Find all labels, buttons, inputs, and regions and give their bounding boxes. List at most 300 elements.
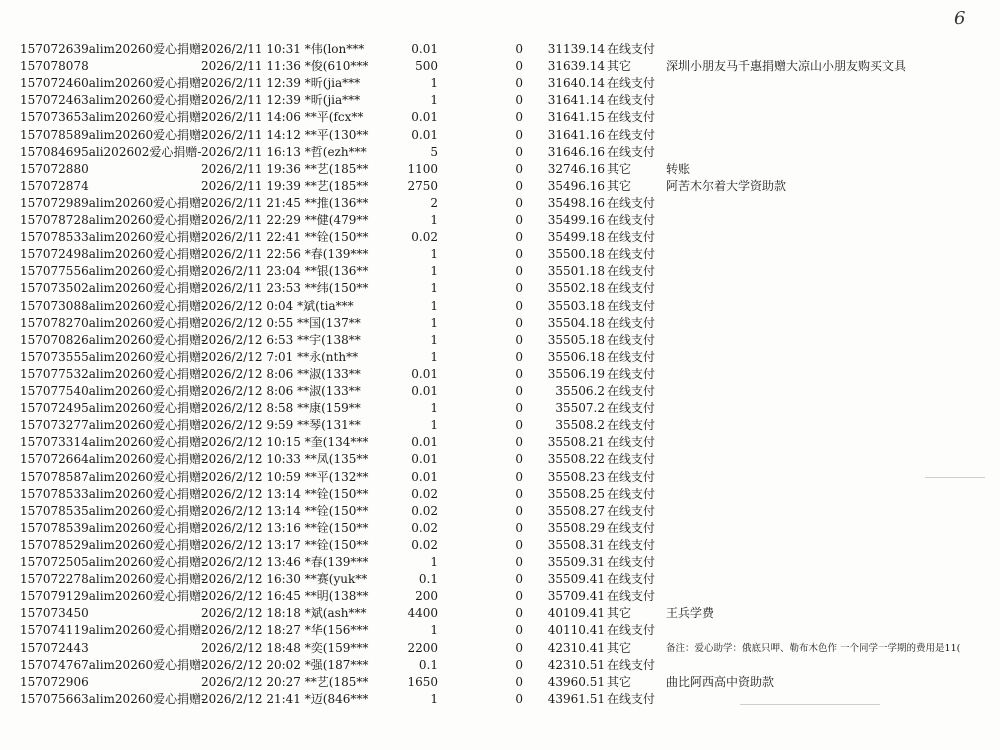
table-row xyxy=(0,691,1000,708)
balance: 35508.23 xyxy=(547,469,605,484)
amount: 1 xyxy=(430,349,438,364)
transaction-id: 157072443 xyxy=(20,640,89,655)
fee: 0 xyxy=(515,418,523,433)
transaction-time xyxy=(201,195,368,212)
donor-name: *奎(134*** xyxy=(304,435,369,450)
balance: 35506.2 xyxy=(555,384,605,398)
balance: 35507.2 xyxy=(555,401,605,416)
table-row xyxy=(0,486,1000,503)
donor-name: **健(479** xyxy=(304,213,369,227)
amount: 0.01 xyxy=(411,469,438,484)
payment-type: 其它 xyxy=(607,161,632,176)
balance: 35508.29 xyxy=(547,520,605,535)
transaction-time xyxy=(201,503,368,520)
table-row xyxy=(0,554,1000,571)
amount: 1 xyxy=(430,93,438,108)
payment-type: 在线支付 xyxy=(607,452,656,467)
amount: 1 xyxy=(430,315,438,330)
table-row xyxy=(0,280,1000,297)
timestamp: 2026/2/12 13:46 xyxy=(201,555,301,569)
donor-name: **平(132** xyxy=(304,469,369,484)
balance: 35508.22 xyxy=(547,452,605,467)
timestamp: 2026/2/12 16:30 xyxy=(201,572,301,587)
amount: 0.01 xyxy=(411,42,438,56)
balance: 35502.18 xyxy=(547,281,605,296)
payment-type: 在线支付 xyxy=(607,230,656,245)
transaction-time xyxy=(201,161,368,178)
timestamp: 2026/2/11 14:12 xyxy=(201,127,301,142)
amount: 1 xyxy=(430,247,438,262)
transaction-id: 157078533alim20260爱心捐赠- xyxy=(20,230,206,245)
payment-type: 其它 xyxy=(607,674,632,689)
scan-artifact-line xyxy=(925,477,985,478)
balance: 35508.25 xyxy=(547,486,605,501)
table-row xyxy=(0,400,1000,417)
amount: 0.01 xyxy=(411,384,438,398)
transaction-time xyxy=(201,280,368,297)
timestamp: 2026/2/11 22:29 xyxy=(201,213,301,227)
donor-name: **铨(150** xyxy=(304,230,369,245)
timestamp: 2026/2/12 7:01 xyxy=(201,349,294,364)
transaction-id: 157078078 xyxy=(20,59,89,74)
balance: 43960.51 xyxy=(547,674,605,689)
fee: 0 xyxy=(515,657,523,672)
transaction-id: 157072906 xyxy=(20,674,89,689)
transaction-id: 157079129alim20260爱心捐赠- xyxy=(20,589,206,604)
table-row xyxy=(0,588,1000,605)
timestamp: 2026/2/12 8:06 xyxy=(201,384,294,398)
transaction-time xyxy=(201,417,361,434)
payment-type: 在线支付 xyxy=(607,195,656,210)
balance: 35506.18 xyxy=(547,349,605,364)
amount: 1 xyxy=(430,691,438,706)
transaction-time xyxy=(201,605,367,622)
payment-type: 在线支付 xyxy=(607,349,656,364)
fee: 0 xyxy=(515,691,523,706)
table-row xyxy=(0,417,1000,434)
fee: 0 xyxy=(515,469,523,484)
transaction-id: 157078535alim20260爱心捐赠- xyxy=(20,503,206,518)
transaction-time xyxy=(201,178,368,195)
transaction-id: 157072278alim20260爱心捐赠- xyxy=(20,572,206,587)
balance: 35500.18 xyxy=(547,247,605,262)
timestamp: 2026/2/12 18:18 xyxy=(201,606,301,621)
transaction-time xyxy=(201,349,358,366)
transaction-id: 157078587alim20260爱心捐赠- xyxy=(20,469,206,484)
payment-type: 在线支付 xyxy=(607,537,656,552)
payment-type: 在线支付 xyxy=(607,623,656,638)
transaction-time xyxy=(201,486,368,503)
donor-name: **康(159** xyxy=(297,401,361,416)
timestamp: 2026/2/11 19:36 xyxy=(201,161,301,176)
transaction-time xyxy=(201,144,367,161)
donor-name: *哲(ezh*** xyxy=(304,144,367,159)
note: 转账 xyxy=(666,161,691,176)
transaction-id: 157074767alim20260爱心捐赠- xyxy=(20,657,206,672)
table-row xyxy=(0,383,1000,400)
donor-name: **艺(185** xyxy=(304,178,369,193)
timestamp: 2026/2/12 21:41 xyxy=(201,691,301,706)
fee: 0 xyxy=(515,298,523,313)
amount: 4400 xyxy=(407,606,438,621)
payment-type: 在线支付 xyxy=(607,76,656,91)
amount: 2200 xyxy=(407,640,438,655)
table-row xyxy=(0,195,1000,212)
transaction-id: 157072989alim20260爱心捐赠- xyxy=(20,195,206,210)
timestamp: 2026/2/12 8:06 xyxy=(201,366,294,381)
payment-type: 在线支付 xyxy=(607,298,656,313)
table-row xyxy=(0,503,1000,520)
fee: 0 xyxy=(515,144,523,159)
table-row xyxy=(0,263,1000,280)
donor-name: *奕(159*** xyxy=(304,640,369,655)
timestamp: 2026/2/11 23:04 xyxy=(201,264,301,279)
transaction-time xyxy=(201,588,368,605)
table-row xyxy=(0,75,1000,92)
payment-type: 在线支付 xyxy=(607,93,656,108)
balance: 31139.14 xyxy=(547,42,605,56)
transaction-time xyxy=(201,383,361,400)
amount: 5 xyxy=(430,144,438,159)
table-row xyxy=(0,127,1000,144)
balance: 35499.18 xyxy=(547,230,605,245)
balance: 42310.41 xyxy=(547,640,605,655)
transaction-time xyxy=(201,451,368,468)
transaction-time xyxy=(201,58,368,75)
transaction-id: 157078529alim20260爱心捐赠- xyxy=(20,537,206,552)
donor-name: *春(139*** xyxy=(304,555,369,569)
payment-type: 在线支付 xyxy=(607,589,656,604)
payment-type: 在线支付 xyxy=(607,486,656,501)
table-row xyxy=(0,58,1000,75)
transaction-id: 157072505alim20260爱心捐赠- xyxy=(20,555,206,569)
fee: 0 xyxy=(515,384,523,398)
payment-type: 在线支付 xyxy=(607,281,656,296)
transaction-time xyxy=(201,246,368,263)
timestamp: 2026/2/12 20:02 xyxy=(201,657,301,672)
transaction-id: 157072664alim20260爱心捐赠- xyxy=(20,452,206,467)
table-row xyxy=(0,520,1000,537)
amount: 0.01 xyxy=(411,127,438,142)
transaction-id: 157073277alim20260爱心捐赠- xyxy=(20,418,206,433)
balance: 35505.18 xyxy=(547,332,605,347)
transaction-time xyxy=(201,537,368,554)
balance: 40109.41 xyxy=(547,606,605,621)
donor-name: *昕(jia*** xyxy=(304,93,361,108)
donor-name: **铨(150** xyxy=(304,486,369,501)
donor-name: **铨(150** xyxy=(304,537,369,552)
balance: 31641.16 xyxy=(547,127,605,142)
timestamp: 2026/2/12 16:45 xyxy=(201,589,301,604)
transaction-time xyxy=(201,263,368,280)
donor-name: **铨(150** xyxy=(304,520,369,535)
amount: 1 xyxy=(430,418,438,433)
fee: 0 xyxy=(515,555,523,569)
table-row xyxy=(0,571,1000,588)
fee: 0 xyxy=(515,520,523,535)
note: 王兵学费 xyxy=(666,606,715,621)
fee: 0 xyxy=(515,452,523,467)
fee: 0 xyxy=(515,486,523,501)
amount: 0.02 xyxy=(411,520,438,535)
table-row xyxy=(0,212,1000,229)
payment-type: 在线支付 xyxy=(607,520,656,535)
transaction-time xyxy=(201,691,368,708)
fee: 0 xyxy=(515,161,523,176)
donor-name: **淑(133** xyxy=(297,366,361,381)
amount: 1 xyxy=(430,264,438,279)
payment-type: 其它 xyxy=(607,178,632,193)
table-row xyxy=(0,622,1000,639)
transaction-time xyxy=(201,75,360,92)
table-row xyxy=(0,246,1000,263)
timestamp: 2026/2/11 19:39 xyxy=(201,178,301,193)
timestamp: 2026/2/11 22:41 xyxy=(201,230,301,245)
donor-name: *春(139*** xyxy=(304,247,369,262)
amount: 0.02 xyxy=(411,230,438,245)
amount: 0.02 xyxy=(411,503,438,518)
transaction-time xyxy=(201,657,368,674)
transaction-id: 157074119alim20260爱心捐赠- xyxy=(20,623,206,638)
fee: 0 xyxy=(515,332,523,347)
payment-type: 在线支付 xyxy=(607,42,656,56)
payment-type: 在线支付 xyxy=(607,366,656,381)
table-row xyxy=(0,332,1000,349)
amount: 0.01 xyxy=(411,435,438,450)
note: 阿苦木尔着大学资助款 xyxy=(666,178,787,193)
transaction-time xyxy=(201,622,368,639)
transaction-time xyxy=(201,571,367,588)
transaction-id: 157078539alim20260爱心捐赠- xyxy=(20,520,206,535)
fee: 0 xyxy=(515,76,523,91)
donor-name: **淑(133** xyxy=(297,384,361,398)
payment-type: 在线支付 xyxy=(607,555,656,569)
transaction-time xyxy=(201,469,368,486)
timestamp: 2026/2/12 13:17 xyxy=(201,537,301,552)
payment-type: 其它 xyxy=(607,59,632,74)
balance: 35508.2 xyxy=(555,418,605,433)
transaction-time xyxy=(201,520,368,537)
timestamp: 2026/2/11 12:39 xyxy=(201,76,301,91)
payment-type: 在线支付 xyxy=(607,657,656,672)
transaction-id: 157072463alim20260爱心捐赠- xyxy=(20,93,206,108)
transaction-id: 157078533alim20260爱心捐赠- xyxy=(20,486,206,501)
donor-name: *昕(jia*** xyxy=(304,76,361,91)
donor-name: **平(fcx** xyxy=(304,110,364,125)
timestamp: 2026/2/12 13:14 xyxy=(201,486,301,501)
balance: 35509.31 xyxy=(547,555,605,569)
page-number: 6 xyxy=(954,8,966,29)
table-row xyxy=(0,537,1000,554)
transaction-time xyxy=(201,674,368,691)
donor-name: **平(130** xyxy=(304,127,369,142)
timestamp: 2026/2/12 13:16 xyxy=(201,520,301,535)
fee: 0 xyxy=(515,349,523,364)
transaction-id: 157073314alim20260爱心捐赠- xyxy=(20,435,206,450)
fee: 0 xyxy=(515,537,523,552)
balance: 35509.41 xyxy=(547,572,605,587)
amount: 0.01 xyxy=(411,452,438,467)
donor-name: **推(136** xyxy=(304,195,369,210)
donor-name: *斌(tia*** xyxy=(297,298,354,313)
timestamp: 2026/2/12 0:04 xyxy=(201,298,294,313)
transaction-id: 157072460alim20260爱心捐赠- xyxy=(20,76,206,91)
fee: 0 xyxy=(515,366,523,381)
amount: 1 xyxy=(430,213,438,227)
transaction-time xyxy=(201,41,364,58)
transaction-id: 157073502alim20260爱心捐赠- xyxy=(20,281,206,296)
balance: 35503.18 xyxy=(547,298,605,313)
amount: 1 xyxy=(430,623,438,638)
payment-type: 在线支付 xyxy=(607,110,656,125)
fee: 0 xyxy=(515,572,523,587)
transaction-time xyxy=(201,229,368,246)
payment-type: 其它 xyxy=(607,640,632,655)
timestamp: 2026/2/11 10:31 xyxy=(201,42,301,56)
transaction-time xyxy=(201,554,368,571)
amount: 200 xyxy=(415,589,438,604)
fee: 0 xyxy=(515,178,523,193)
donor-name: **纬(150** xyxy=(304,281,369,296)
amount: 0.02 xyxy=(411,486,438,501)
fee: 0 xyxy=(515,247,523,262)
donor-name: **凤(135** xyxy=(304,452,369,467)
payment-type: 在线支付 xyxy=(607,144,656,159)
table-row xyxy=(0,41,1000,58)
timestamp: 2026/2/11 16:13 xyxy=(201,144,301,159)
fee: 0 xyxy=(515,435,523,450)
payment-type: 在线支付 xyxy=(607,127,656,142)
timestamp: 2026/2/11 21:45 xyxy=(201,195,301,210)
balance: 35499.16 xyxy=(547,213,605,227)
payment-type: 其它 xyxy=(607,606,632,621)
timestamp: 2026/2/12 10:33 xyxy=(201,452,301,467)
table-row xyxy=(0,657,1000,674)
timestamp: 2026/2/12 18:48 xyxy=(201,640,301,655)
amount: 0.01 xyxy=(411,366,438,381)
fee: 0 xyxy=(515,623,523,638)
amount: 500 xyxy=(415,59,438,74)
fee: 0 xyxy=(515,110,523,125)
payment-type: 在线支付 xyxy=(607,384,656,398)
donor-name: **银(136** xyxy=(304,264,369,279)
timestamp: 2026/2/12 6:53 xyxy=(201,332,294,347)
timestamp: 2026/2/11 23:53 xyxy=(201,281,301,296)
table-row xyxy=(0,178,1000,195)
balance: 35498.16 xyxy=(547,195,605,210)
fee: 0 xyxy=(515,401,523,416)
balance: 35508.27 xyxy=(547,503,605,518)
donor-name: *华(156*** xyxy=(304,623,369,638)
payment-type: 在线支付 xyxy=(607,503,656,518)
donor-name: *强(187*** xyxy=(304,657,369,672)
timestamp: 2026/2/12 20:27 xyxy=(201,674,301,689)
balance: 31640.14 xyxy=(547,76,605,91)
payment-type: 在线支付 xyxy=(607,213,656,227)
amount: 0.02 xyxy=(411,537,438,552)
amount: 1 xyxy=(430,298,438,313)
transaction-id: 157073555alim20260爱心捐赠- xyxy=(20,349,206,364)
fee: 0 xyxy=(515,589,523,604)
note: 曲比阿西高中资助款 xyxy=(666,674,775,689)
amount: 1650 xyxy=(407,674,438,689)
transaction-id: 157072498alim20260爱心捐赠- xyxy=(20,247,206,262)
balance: 32746.16 xyxy=(547,161,605,176)
table-row xyxy=(0,451,1000,468)
transaction-id: 157075663alim20260爱心捐赠- xyxy=(20,691,206,706)
fee: 0 xyxy=(515,93,523,108)
balance: 35496.16 xyxy=(547,178,605,193)
transaction-time xyxy=(201,127,368,144)
donor-name: **明(138** xyxy=(304,589,369,604)
amount: 0.1 xyxy=(418,572,438,587)
fee: 0 xyxy=(515,315,523,330)
transaction-time xyxy=(201,212,368,229)
amount: 0.01 xyxy=(411,110,438,125)
table-row xyxy=(0,605,1000,622)
payment-type: 在线支付 xyxy=(607,572,656,587)
fee: 0 xyxy=(515,606,523,621)
transaction-time xyxy=(201,332,361,349)
timestamp: 2026/2/12 18:27 xyxy=(201,623,301,638)
balance: 43961.51 xyxy=(547,691,605,706)
fee: 0 xyxy=(515,264,523,279)
amount: 0.1 xyxy=(418,657,438,672)
balance: 35508.31 xyxy=(547,537,605,552)
scan-artifact-line xyxy=(740,704,880,705)
table-row xyxy=(0,298,1000,315)
timestamp: 2026/2/12 10:59 xyxy=(201,469,301,484)
timestamp: 2026/2/11 14:06 xyxy=(201,110,301,125)
timestamp: 2026/2/11 11:36 xyxy=(201,59,301,74)
transaction-id: 157078589alim20260爱心捐赠- xyxy=(20,127,206,142)
amount: 1 xyxy=(430,76,438,91)
table-row xyxy=(0,144,1000,161)
payment-type: 在线支付 xyxy=(607,332,656,347)
table-row xyxy=(0,349,1000,366)
note: 深圳小朋友马千惠捐赠大凉山小朋友购买文具 xyxy=(666,59,907,74)
table-row xyxy=(0,229,1000,246)
timestamp: 2026/2/11 22:56 xyxy=(201,247,301,262)
fee: 0 xyxy=(515,674,523,689)
amount: 2750 xyxy=(407,178,438,193)
transaction-time xyxy=(201,640,368,657)
amount: 1 xyxy=(430,332,438,347)
transaction-id: 157073450 xyxy=(20,606,89,621)
transaction-id: 157072495alim20260爱心捐赠- xyxy=(20,401,206,416)
donor-name: *俊(610*** xyxy=(304,59,369,74)
payment-type: 在线支付 xyxy=(607,469,656,484)
donor-name: **艺(185** xyxy=(304,674,369,689)
table-row xyxy=(0,640,1000,657)
transaction-id: 157073088alim20260爱心捐赠- xyxy=(20,298,206,313)
amount: 1100 xyxy=(407,161,438,176)
table-row xyxy=(0,161,1000,178)
fee: 0 xyxy=(515,503,523,518)
donor-name: **艺(185** xyxy=(304,161,369,176)
donor-name: **国(137** xyxy=(297,315,361,330)
fee: 0 xyxy=(515,230,523,245)
table-row xyxy=(0,315,1000,332)
transaction-id: 157077532alim20260爱心捐赠- xyxy=(20,366,206,381)
transaction-id: 157073653alim20260爱心捐赠- xyxy=(20,110,206,125)
payment-type: 在线支付 xyxy=(607,418,656,433)
transaction-time xyxy=(201,298,354,315)
transaction-id: 157078728alim20260爱心捐赠- xyxy=(20,213,206,227)
timestamp: 2026/2/11 12:39 xyxy=(201,93,301,108)
payment-type: 在线支付 xyxy=(607,264,656,279)
transaction-id: 157077540alim20260爱心捐赠- xyxy=(20,384,206,398)
